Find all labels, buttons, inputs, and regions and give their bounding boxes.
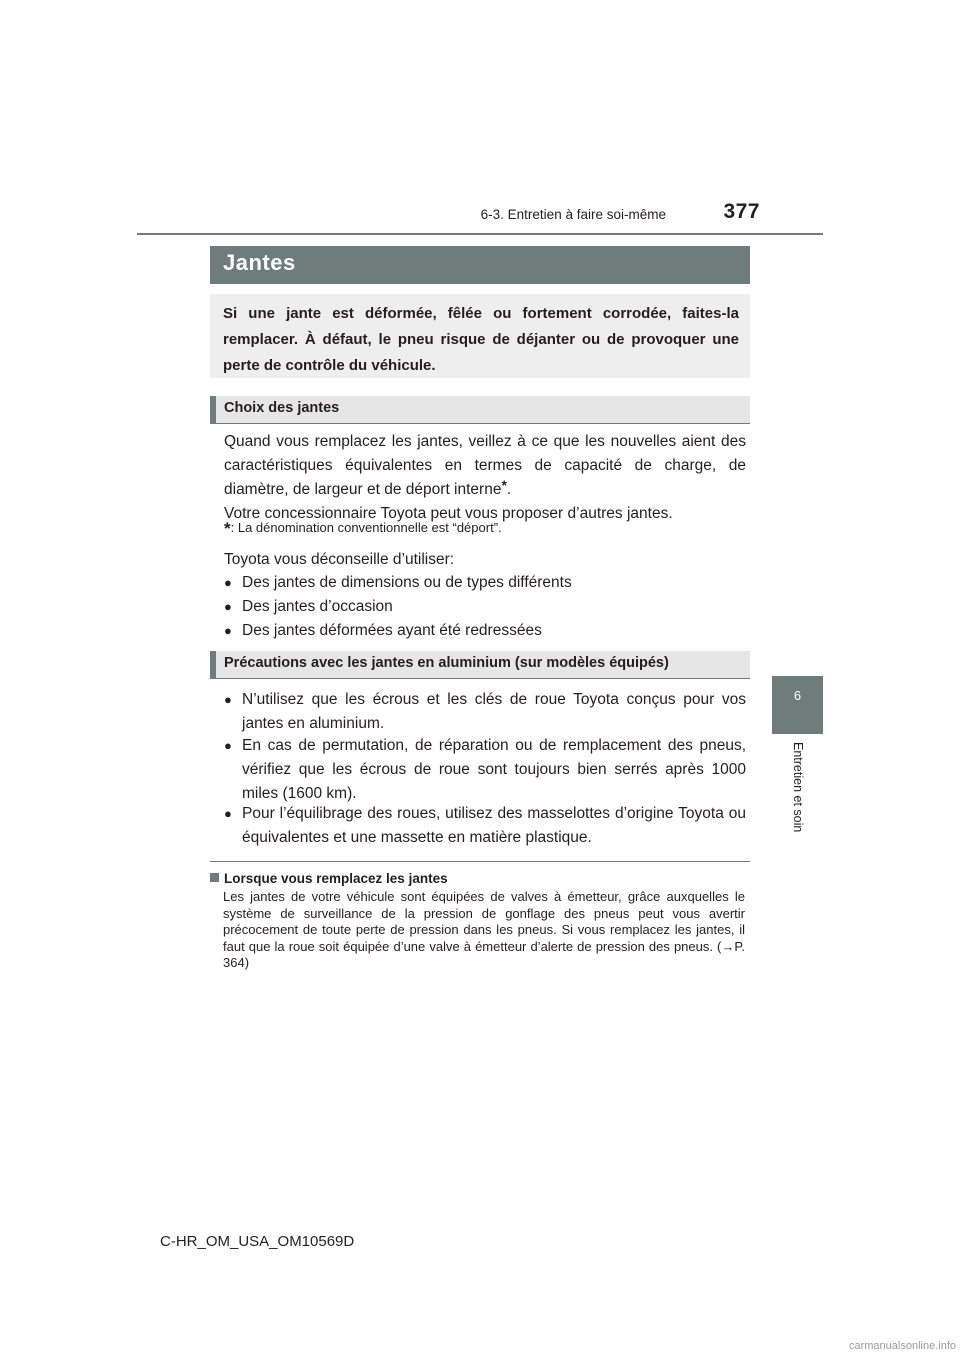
page-title-bar bbox=[210, 246, 750, 284]
document-code: C-HR_OM_USA_OM10569D bbox=[160, 1233, 355, 1250]
list-item bbox=[224, 595, 746, 619]
page-title: Jantes bbox=[223, 250, 296, 275]
running-header-section: 6-3. Entretien à faire soi-même bbox=[480, 207, 666, 222]
footnote bbox=[224, 519, 746, 539]
section-heading-precautions bbox=[210, 651, 750, 679]
notes-heading bbox=[210, 871, 448, 886]
notes-rule bbox=[210, 861, 750, 862]
intro-box bbox=[210, 294, 750, 378]
choice-text: Quand vous remplacez les jantes, veillez à ce que les nouvelles aient des caractéristiques équivalentes en termes de capacité de charge, de diamètre, de largeur et de déport interne bbox=[224, 433, 746, 498]
advice-intro: Toyota vous déconseille d’utiliser: bbox=[224, 551, 455, 568]
footnote-star: * bbox=[224, 519, 231, 538]
dealer-text: Votre concessionnaire Toyota peut vous proposer d’autres jantes. bbox=[224, 505, 673, 522]
section-heading-choix bbox=[210, 396, 750, 424]
bullet-icon: ● bbox=[224, 806, 232, 821]
list-item bbox=[224, 734, 746, 806]
intro-text: Si une jante est déformée, fêlée ou fortement corrodée, faites-la remplacer. À défaut, le pneu risque de déjanter ou de provoquer une perte de contrôle du véhicule. bbox=[223, 305, 739, 374]
page-number: 377 bbox=[723, 200, 760, 223]
bullet-icon: ● bbox=[224, 623, 232, 638]
choice-text-end: . bbox=[506, 481, 512, 498]
section-heading-text: Choix des jantes bbox=[224, 400, 340, 416]
chapter-label: Entretien et soin bbox=[791, 742, 805, 833]
footnote-text: : La dénomination conventionnelle est “déport”. bbox=[230, 520, 502, 535]
list-item-text: N’utilisez que les écrous et les clés de roue Toyota conçus pour vos jantes en aluminium. bbox=[242, 691, 746, 732]
list-item bbox=[224, 802, 746, 850]
list-item-text: En cas de permutation, de réparation ou de remplacement des pneus, vérifiez que les écrous de roue sont toujours bien serrés après 1000 miles (1600 km). bbox=[242, 737, 746, 802]
square-bullet-icon bbox=[210, 873, 219, 882]
choice-paragraph bbox=[224, 430, 746, 526]
bullet-icon: ● bbox=[224, 692, 232, 707]
list-item bbox=[224, 688, 746, 736]
section-heading-text: Précautions avec les jantes en aluminium (sur modèles équipés) bbox=[224, 655, 669, 671]
list-item-text: Pour l’équilibrage des roues, utilisez des masselottes d’origine Toyota ou équivalentes et une massette en matière plastique. bbox=[242, 805, 746, 846]
bullet-icon: ● bbox=[224, 575, 232, 590]
bullet-icon: ● bbox=[224, 599, 232, 614]
bullet-icon: ● bbox=[224, 738, 232, 753]
watermark: carmanualsonline.info bbox=[848, 1340, 956, 1352]
list-item bbox=[224, 619, 746, 643]
list-item bbox=[224, 571, 746, 595]
header-rule bbox=[137, 233, 823, 235]
chapter-tab bbox=[772, 676, 823, 734]
list-item-text: Des jantes de dimensions ou de types différents bbox=[242, 574, 572, 591]
footnote-marker: * bbox=[501, 477, 507, 493]
chapter-label-wrap bbox=[748, 742, 848, 872]
list-item-text: Des jantes déformées ayant été redressées bbox=[242, 622, 542, 639]
chapter-number: 6 bbox=[793, 688, 802, 703]
notes-heading-text: Lorsque vous remplacez les jantes bbox=[224, 871, 448, 886]
list-item-text: Des jantes d’occasion bbox=[242, 598, 393, 615]
notes-body: Les jantes de votre véhicule sont équipées de valves à émetteur, grâce auxquelles le système de surveillance de la pression de gonflage des pneus peut vous avertir précocement de toute perte de pression dans les pneus. Si vous remplacez les jantes, il faut que la roue soit équipée d’une valve à émetteur d’alerte de pression des pneus. (→P. 364) bbox=[223, 889, 745, 970]
